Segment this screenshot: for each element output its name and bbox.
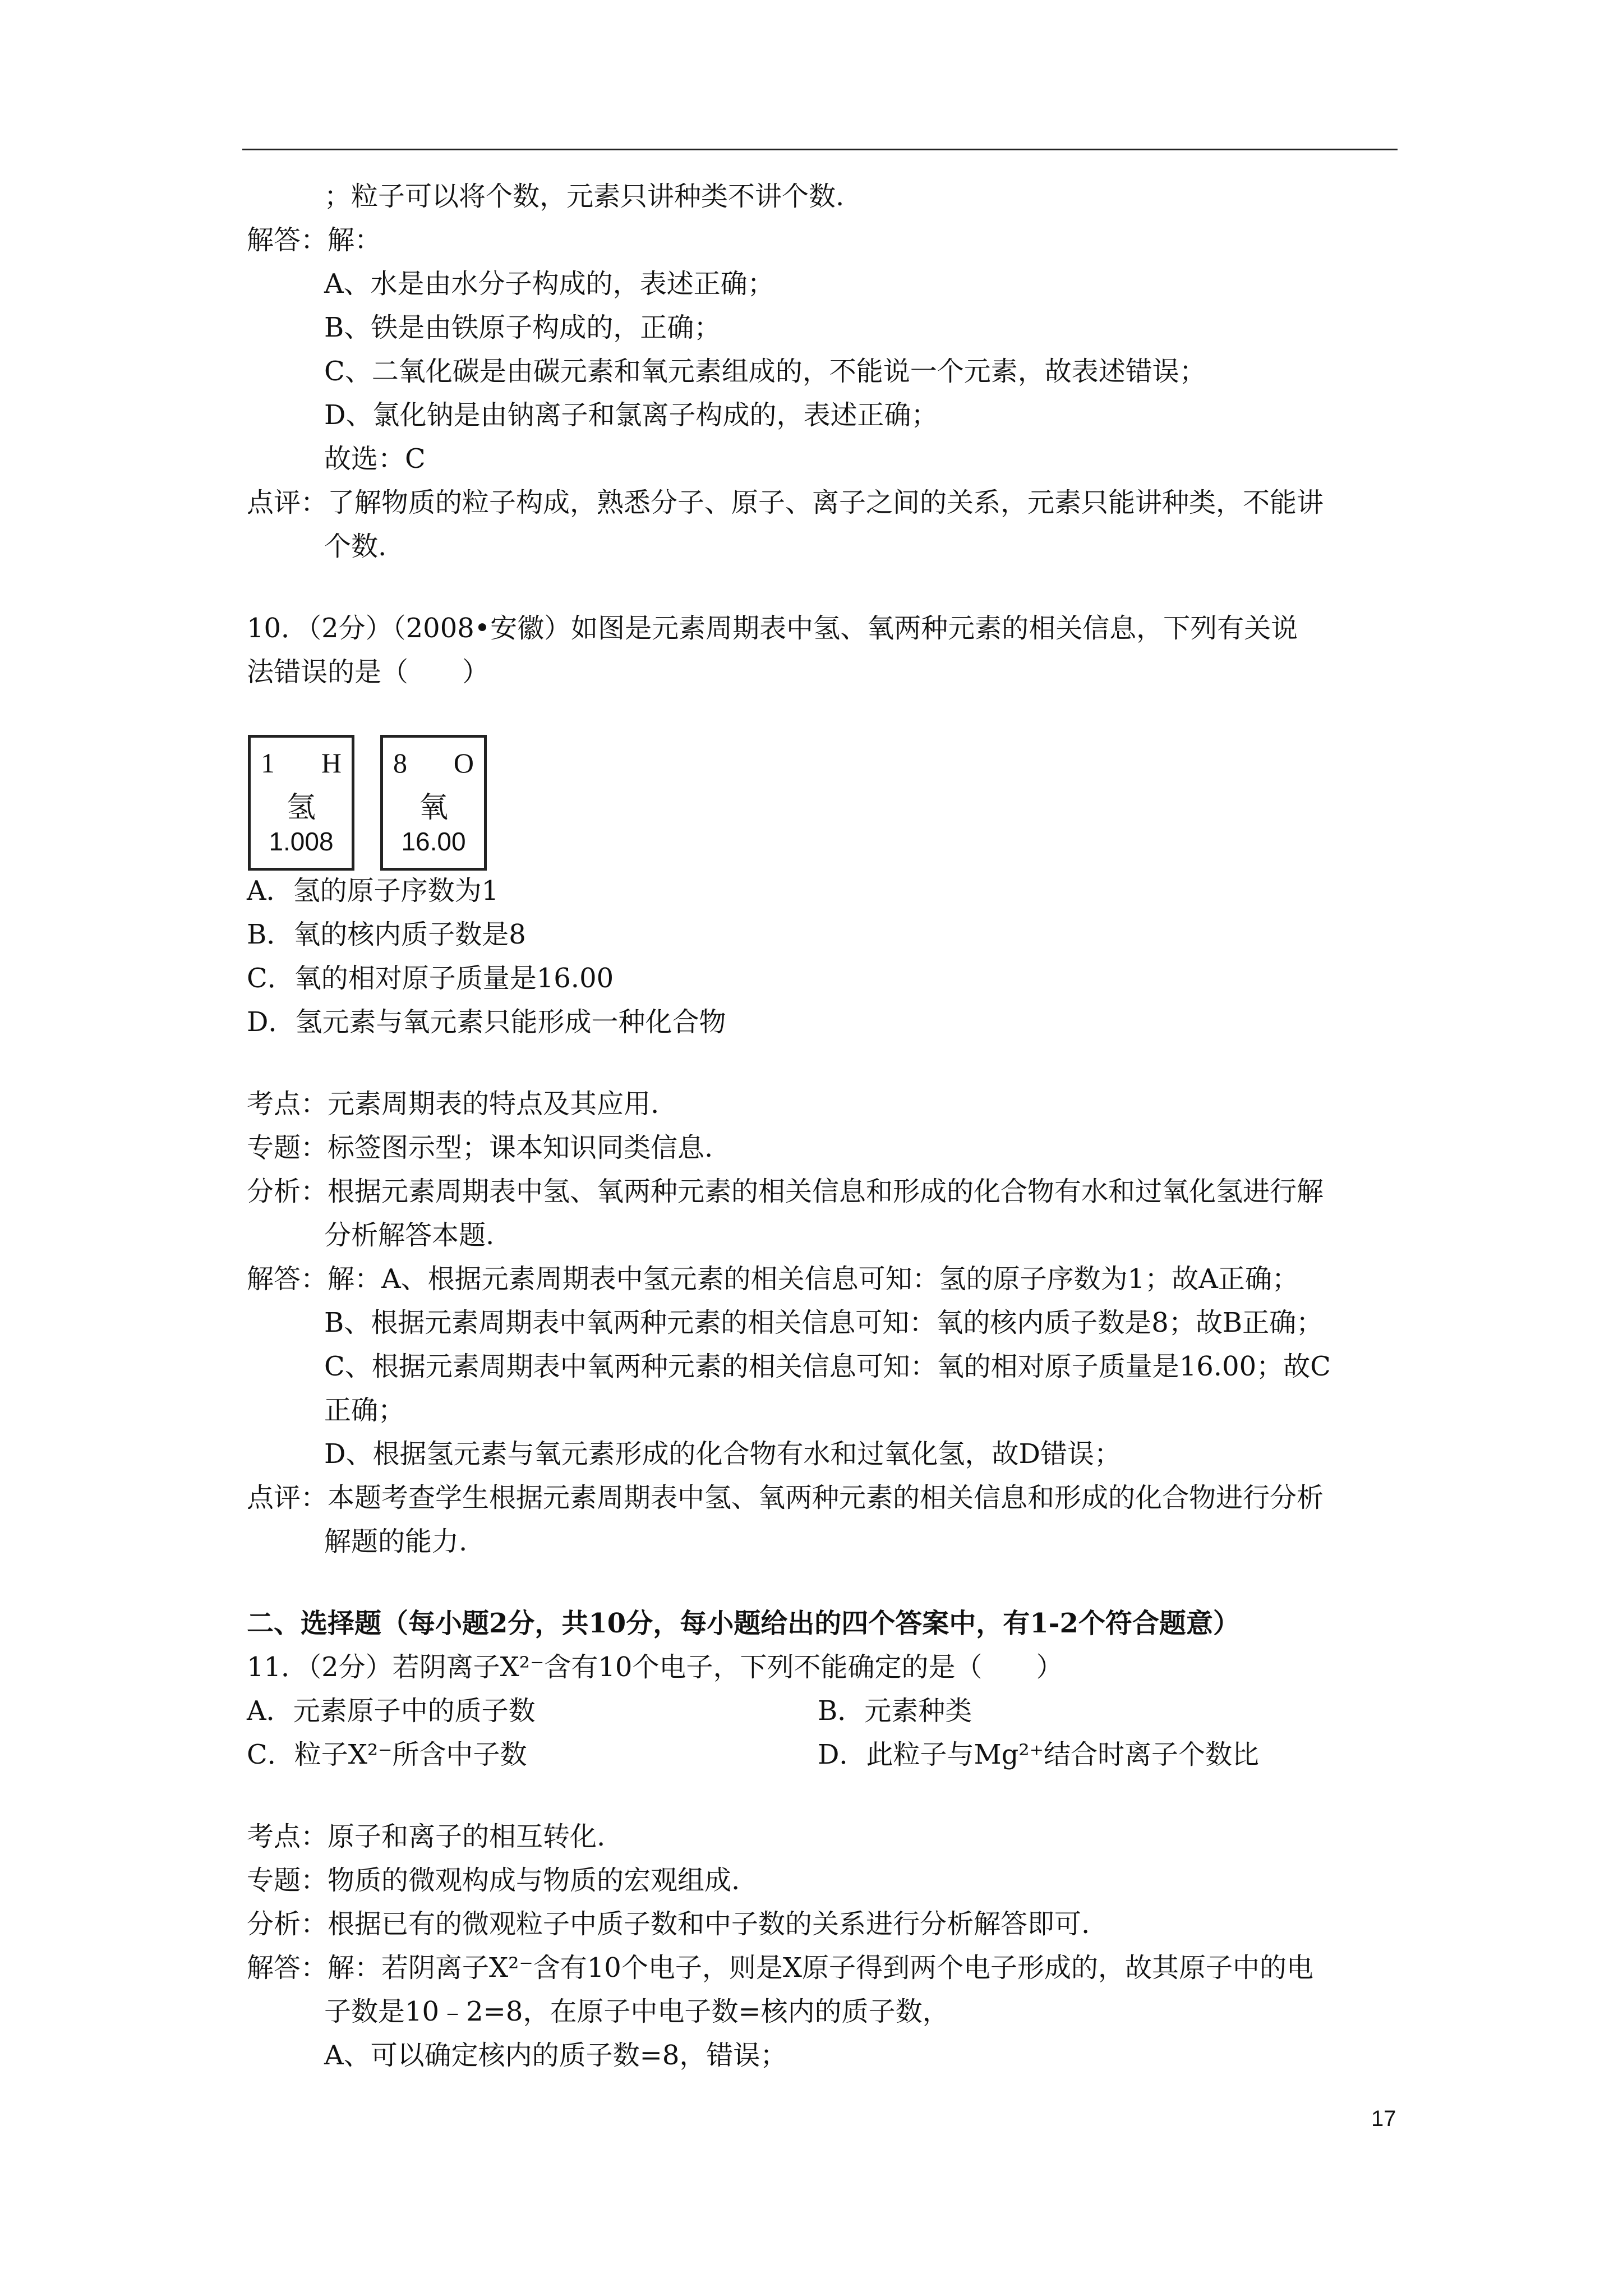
text-line: ；粒子可以将个数，元素只讲种类不讲个数.	[324, 181, 845, 212]
atomic-number: 8	[393, 747, 407, 779]
text-line: 考点：原子和离子的相互转化.	[247, 1821, 606, 1852]
element-symbol: H	[321, 747, 342, 779]
text-line: 10．（2分）（2008•安徽）如图是元素周期表中氢、氧两种元素的相关信息，下列有关说	[247, 613, 1298, 644]
text-line: A、可以确定核内的质子数=8，错误；	[324, 2040, 787, 2071]
text-line: B、铁是由铁原子构成的，正确；	[324, 312, 721, 343]
text-line: C．氧的相对原子质量是16.00	[247, 963, 614, 994]
text-line: 二、选择题（每小题2分，共10分，每小题给出的四个答案中，有1-2个符合题意）	[247, 1608, 1240, 1639]
text-line: 法错误的是（ ）	[247, 656, 490, 688]
text-line: A．元素原子中的质子数	[247, 1695, 536, 1727]
text-line: B、根据元素周期表中氧两种元素的相关信息可知：氧的核内质子数是8；故B正确；	[324, 1307, 1324, 1338]
element-card-hydrogen	[248, 735, 354, 871]
page-number: 17	[1371, 2106, 1396, 2131]
text-line: C、根据元素周期表中氧两种元素的相关信息可知：氧的相对原子质量是16.00；故C	[324, 1351, 1331, 1382]
atomic-mass: 16.00	[401, 827, 466, 856]
text-line: C、二氧化碳是由碳元素和氧元素组成的，不能说一个元素，故表述错误；	[324, 356, 1206, 387]
text-line: 分析：根据已有的微观粒子中质子数和中子数的关系进行分析解答即可.	[247, 1908, 1090, 1940]
text-line: 解答：解：若阴离子X²⁻含有10个电子，则是X原子得到两个电子形成的，故其原子中的电	[247, 1952, 1314, 1984]
atomic-mass: 1.008	[269, 827, 334, 856]
text-line: D、根据氢元素与氧元素形成的化合物有水和过氧化氢，故D错误；	[324, 1438, 1121, 1470]
text-line: 个数.	[324, 531, 387, 562]
text-line: 专题：标签图示型；课本知识同类信息.	[247, 1132, 713, 1163]
text-line: 故选：C	[324, 443, 426, 475]
text-line: 考点：元素周期表的特点及其应用.	[247, 1088, 660, 1120]
text-line: 分析：根据元素周期表中氢、氧两种元素的相关信息和形成的化合物有水和过氧化氢进行解	[247, 1176, 1324, 1207]
text-line: 解题的能力.	[324, 1526, 468, 1557]
atomic-number: 1	[261, 747, 275, 779]
text-line: B．氧的核内质子数是8	[247, 919, 526, 950]
element-name: 氧	[418, 791, 448, 825]
text-line: 专题：物质的微观构成与物质的宏观组成.	[247, 1865, 740, 1896]
text-line: 正确；	[324, 1395, 405, 1426]
text-line: 解答：解：	[247, 224, 382, 256]
text-line: D．此粒子与Mg²⁺结合时离子个数比	[818, 1739, 1259, 1770]
header-rule	[242, 149, 1398, 150]
element-card-oxygen	[380, 735, 487, 871]
text-line: D、氯化钠是由钠离子和氯离子构成的，表述正确；	[324, 399, 938, 431]
element-symbol: O	[453, 747, 474, 779]
text-line: C．粒子X²⁻所含中子数	[247, 1739, 527, 1770]
element-name: 氢	[286, 791, 316, 825]
text-line: 点评：本题考查学生根据元素周期表中氢、氧两种元素的相关信息和形成的化合物进行分析	[247, 1482, 1324, 1513]
text-line: A、水是由水分子构成的，表述正确；	[324, 268, 774, 300]
text-line: 解答：解：A、根据元素周期表中氢元素的相关信息可知：氢的原子序数为1；故A正确；	[247, 1263, 1299, 1295]
text-line: 11．（2分）若阴离子X²⁻含有10个电子，下列不能确定的是（ ）	[247, 1651, 1063, 1683]
text-line: 子数是10﹣2=8，在原子中电子数=核内的质子数，	[324, 1996, 949, 2027]
text-line: 点评：了解物质的粒子构成，熟悉分子、原子、离子之间的关系，元素只能讲种类，不能讲	[247, 487, 1324, 518]
text-line: 分析解答本题.	[324, 1220, 495, 1251]
text-line: D．氢元素与氧元素只能形成一种化合物	[247, 1006, 726, 1038]
text-line: B．元素种类	[818, 1695, 972, 1727]
text-line: A．氢的原子序数为1	[247, 875, 499, 907]
